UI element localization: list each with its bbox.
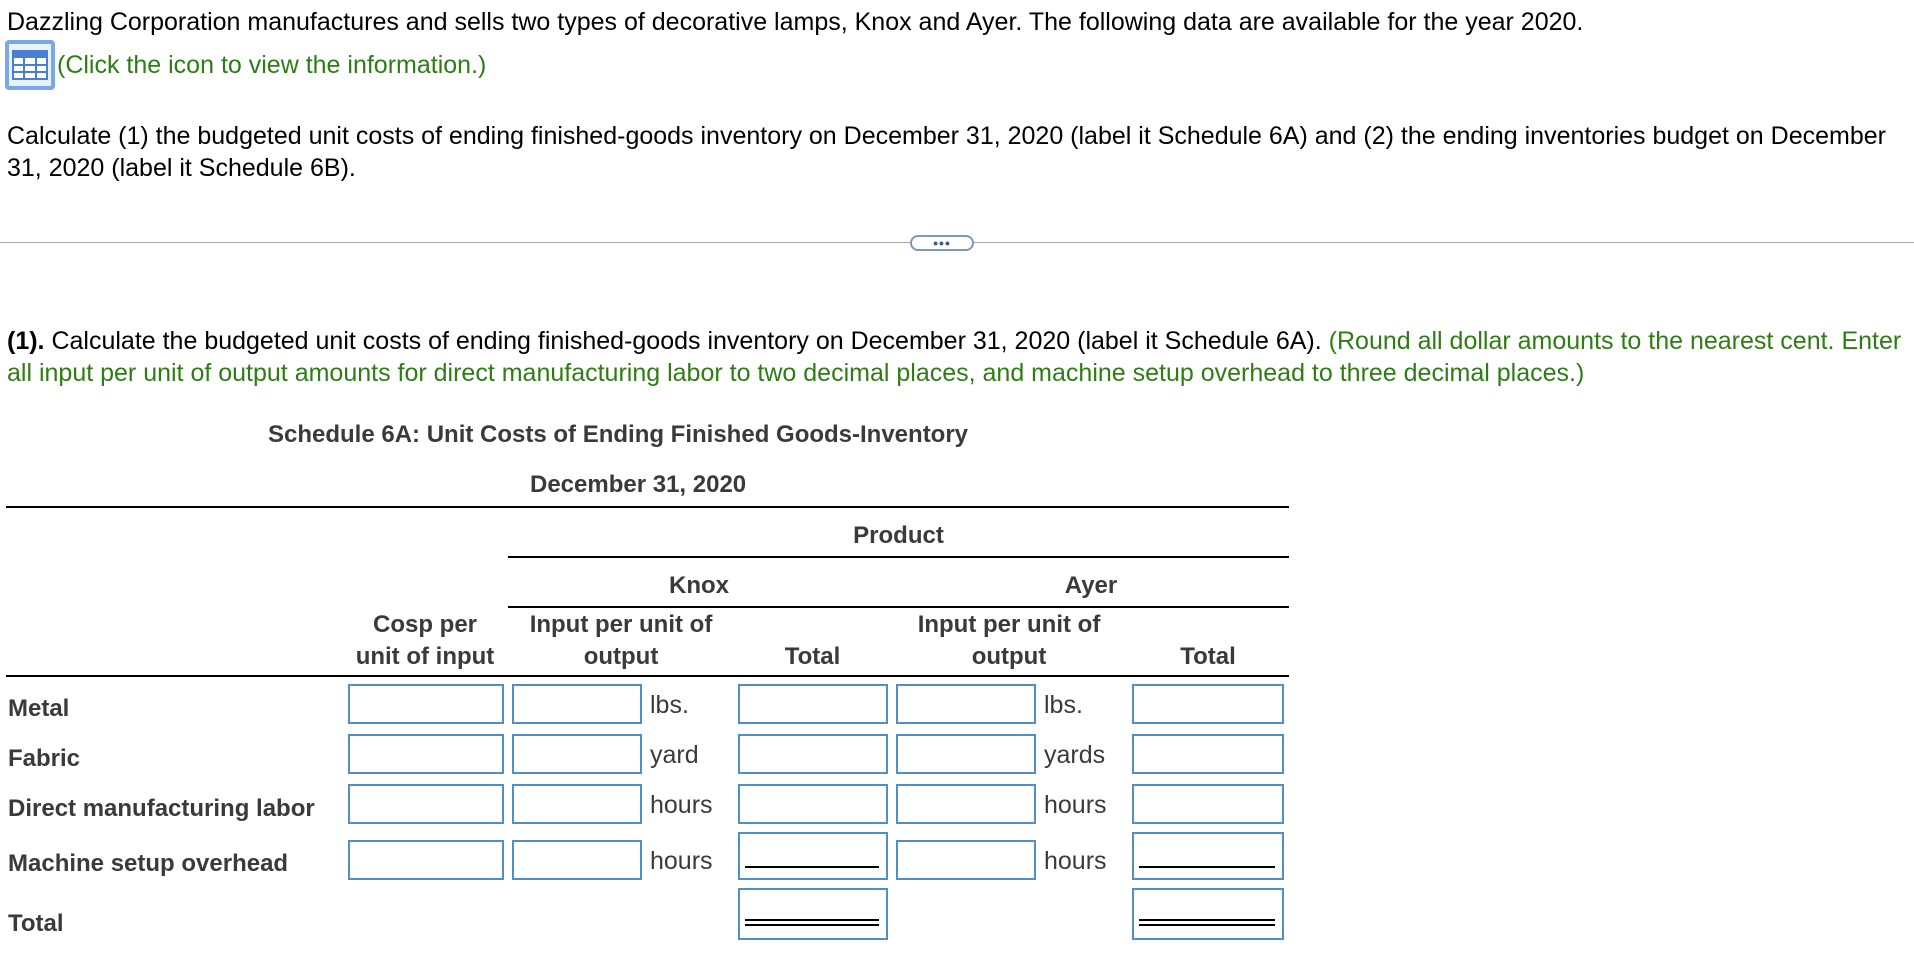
- knox-header: Knox: [669, 572, 729, 599]
- ayer-grand-total-input[interactable]: [1132, 888, 1284, 940]
- ayer-fabric-input-per-unit[interactable]: [896, 734, 1036, 774]
- ayer-fabric-total-input[interactable]: [1132, 734, 1284, 774]
- cost-header-line1: Cosp per: [372, 611, 477, 638]
- product-rule: [508, 556, 1289, 558]
- ayer-input-header-line1: Input per unit of: [917, 611, 1101, 638]
- knox-fabric-input-per-unit[interactable]: [512, 734, 642, 774]
- part1-hint: (Round all dollar amounts to the nearest cent. Enter all input per unit of output amounts for direct manufacturing labor to two decimal places, and machine setup overhead to three decimal places.): [7, 327, 1902, 387]
- ayer-input-header: [898, 609, 1120, 673]
- schedule-title: Schedule 6A: Unit Costs of Ending Finished Goods-Inventory: [268, 421, 969, 448]
- ayer-labor-total-input[interactable]: [1132, 784, 1284, 824]
- info-row: [5, 40, 486, 90]
- fabric-cost-per-unit-input[interactable]: [348, 734, 504, 774]
- metal-cost-per-unit-input[interactable]: [348, 684, 504, 724]
- row-label-metal: Metal: [8, 695, 70, 722]
- product-sub-rule: [508, 606, 1289, 608]
- row-label-total: Total: [8, 910, 64, 937]
- ayer-header: Ayer: [1064, 572, 1118, 599]
- part1-instructions: [7, 325, 1907, 389]
- table-top-rule: [6, 506, 1289, 508]
- knox-input-header: [510, 609, 732, 673]
- knox-metal-total-input[interactable]: [738, 684, 888, 724]
- knox-setup-total-input[interactable]: [738, 832, 888, 880]
- question-text: Calculate (1) the budgeted unit costs of ending finished-goods inventory on December 31, 2020 (label it Schedule 6A) and (2) the ending inventories budget on December 31, 2020 (label it Schedule 6B).: [7, 122, 1886, 182]
- ayer-labor-input-per-unit[interactable]: [896, 784, 1036, 824]
- row-label-machine-setup: Machine setup overhead: [8, 850, 289, 877]
- knox-setup-unit: hours: [650, 847, 713, 875]
- row-label-direct-labor: Direct manufacturing labor: [8, 795, 315, 822]
- ayer-setup-unit: hours: [1044, 847, 1107, 875]
- cost-header-line2: unit of input: [355, 643, 495, 670]
- knox-labor-unit: hours: [650, 791, 713, 819]
- ayer-metal-input-per-unit[interactable]: [896, 684, 1036, 724]
- knox-labor-total-input[interactable]: [738, 784, 888, 824]
- knox-input-header-line2: output: [583, 643, 659, 670]
- part1-number: (1).: [7, 327, 45, 355]
- ayer-setup-input-per-unit[interactable]: [896, 840, 1036, 880]
- ayer-setup-total-input[interactable]: [1132, 832, 1284, 880]
- knox-fabric-unit: yard: [650, 741, 699, 769]
- knox-metal-input-per-unit[interactable]: [512, 684, 642, 724]
- ayer-total-header: Total: [1180, 643, 1236, 670]
- ayer-metal-unit: lbs.: [1044, 691, 1083, 719]
- ayer-input-header-line2: output: [971, 643, 1047, 670]
- expand-ellipsis-button[interactable]: •••: [910, 235, 974, 251]
- problem-intro: Dazzling Corporation manufactures and sells two types of decorative lamps, Knox and Ayer. The following data are available for the year 2020.: [7, 8, 1584, 36]
- header-bottom-rule: [6, 675, 1289, 677]
- labor-cost-per-unit-input[interactable]: [348, 784, 504, 824]
- part1-text: Calculate the budgeted unit costs of ending finished-goods inventory on December 31, 2020 (label it Schedule 6A).: [44, 327, 1329, 355]
- row-label-fabric: Fabric: [8, 745, 81, 772]
- knox-metal-unit: lbs.: [650, 691, 689, 719]
- knox-fabric-total-input[interactable]: [738, 734, 888, 774]
- table-grid-icon[interactable]: [5, 40, 55, 90]
- knox-grand-total-input[interactable]: [738, 888, 888, 940]
- knox-total-header: Total: [784, 643, 841, 670]
- setup-cost-per-unit-input[interactable]: [348, 840, 504, 880]
- ayer-metal-total-input[interactable]: [1132, 684, 1284, 724]
- ayer-labor-unit: hours: [1044, 791, 1107, 819]
- knox-input-header-line1: Input per unit of: [529, 611, 713, 638]
- knox-labor-input-per-unit[interactable]: [512, 784, 642, 824]
- view-information-link[interactable]: (Click the icon to view the information.): [57, 50, 487, 79]
- schedule-date: December 31, 2020: [530, 471, 747, 498]
- cost-per-unit-header: [340, 609, 510, 673]
- knox-setup-input-per-unit[interactable]: [512, 840, 642, 880]
- ayer-fabric-unit: yards: [1044, 741, 1106, 769]
- product-header: Product: [853, 522, 944, 549]
